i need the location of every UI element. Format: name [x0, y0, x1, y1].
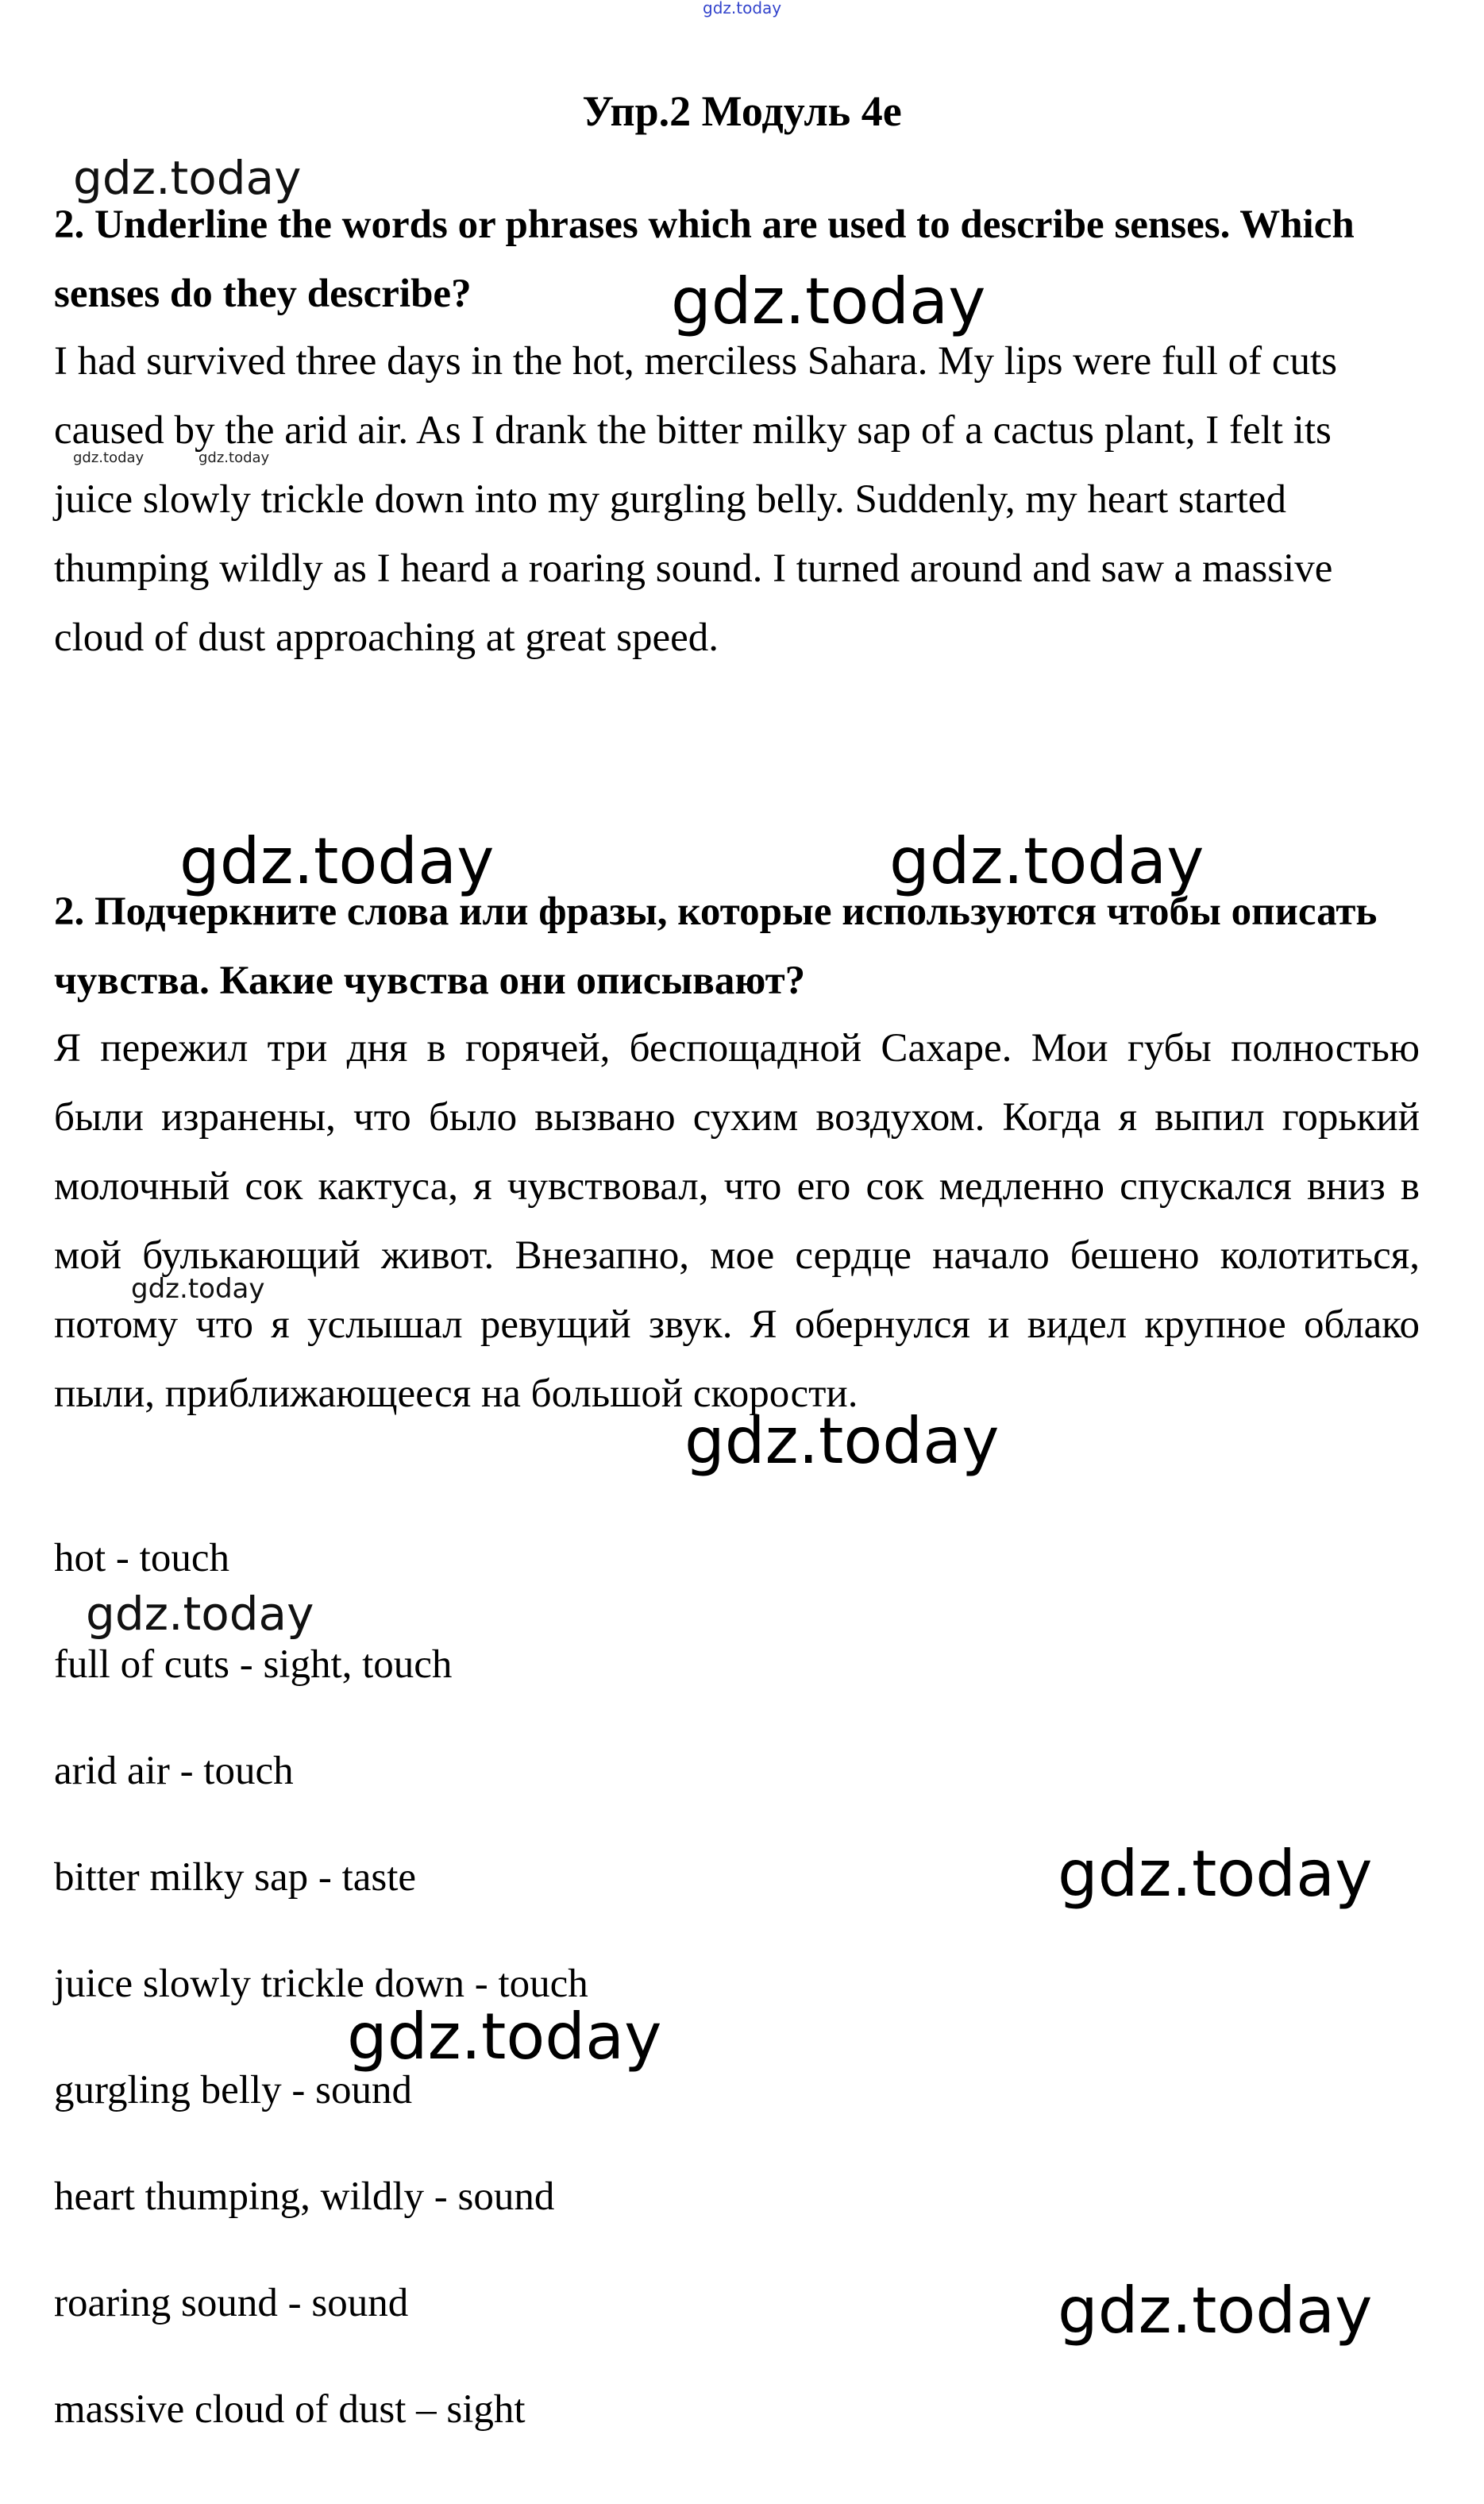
watermark: gdz.today [347, 2000, 662, 2074]
watermark: gdz.today [131, 1273, 265, 1305]
answer-item: full of cuts - sight, touch [54, 1642, 453, 1687]
answer-item: juice slowly trickle down - touch [54, 1962, 588, 2006]
watermark: gdz.today [86, 1587, 314, 1641]
watermark: gdz.today [671, 264, 986, 338]
english-text: I had survived three days in the hot, merciless Sahara. My lips were full of cuts caused by the arid air. As I drank the bitter milky sap of a cactus plant, I felt its juice slowly trickle down into my gurgling belly. Suddenly, my heart started thumping wildly as I heard a roaring sound. I turned around and saw a massive cloud of dust approaching at great speed. [54, 339, 1337, 660]
answer-item: heart thumping, wildly - sound [54, 2174, 555, 2219]
russian-task-heading: 2. Подчеркните слова или фразы, которые используются чтобы описать чувства. Какие чувства они описывают? [54, 889, 1378, 1003]
page-title: Упр.2 Модуль 4е [582, 87, 902, 135]
watermark: gdz.today [1058, 1837, 1373, 1911]
answer-item: arid air - touch [54, 1749, 294, 1793]
answer-item: roaring sound - sound [54, 2281, 409, 2325]
answer-item: bitter milky sap - taste [54, 1855, 417, 1900]
watermark: gdz.today [889, 824, 1205, 898]
watermark: gdz.today [1058, 2274, 1373, 2348]
watermark: gdz.today [199, 449, 270, 466]
watermark-top: gdz.today [703, 0, 782, 17]
english-task-heading: 2. Underline the words or phrases which are used to describe senses. Which senses do they describe? [54, 203, 1355, 316]
answer-item: gurgling belly - sound [54, 2068, 412, 2112]
answer-item: hot - touch [54, 1536, 229, 1580]
watermark: gdz.today [73, 449, 145, 466]
answer-item: massive cloud of dust – sight [54, 2387, 526, 2432]
watermark: gdz.today [73, 151, 302, 205]
russian-text: Я пережил три дня в горячей, беспощадной Сахаре. Мои губы полностью были изранены, что было вызвано сухим воздухом. Когда я выпил горький молочный сок кактуса, я чувствовал, что его сок медленно спускался вниз в мой булькающий живот. Внезапно, мое сердце начало бешено колотиться, потому что я услышал ревущий звук. Я обернулся и видел крупное облако пыли, приближающееся на большой скорости. [54, 1026, 1420, 1416]
watermark: gdz.today [179, 824, 495, 898]
watermark: gdz.today [684, 1404, 1000, 1478]
